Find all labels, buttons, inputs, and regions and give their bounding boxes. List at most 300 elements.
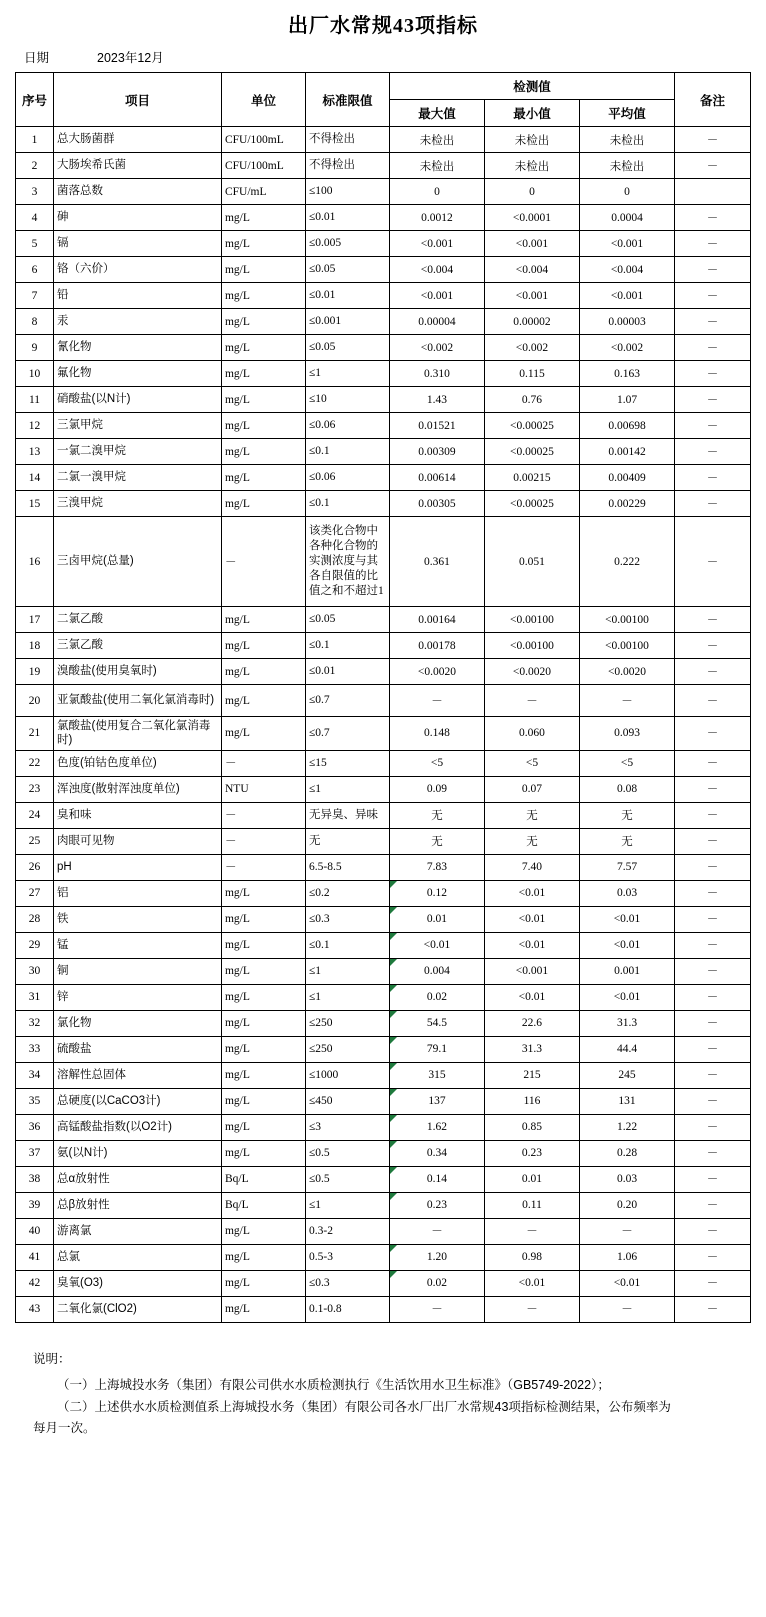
cell-min: 0.76 [484,387,579,413]
cell-item: 高锰酸盐指数(以O2计) [53,1114,221,1140]
cell-min: 0.051 [484,517,579,607]
cell-no: 25 [15,828,53,854]
date-value: 2023年12月 [97,51,164,65]
cell-avg: 0 [579,179,674,205]
cell-max: <0.001 [389,231,484,257]
cell-max: 1.62 [389,1114,484,1140]
cell-max: 0.00614 [389,465,484,491]
cell-avg: 0.00409 [579,465,674,491]
cell-min: 0.85 [484,1114,579,1140]
cell-min: 0.98 [484,1244,579,1270]
cell-unit: mg/L [221,491,305,517]
cell-min: 0 [484,179,579,205]
cell-item: 肉眼可见物 [53,828,221,854]
cell-avg: 1.22 [579,1114,674,1140]
cell-min: 7.40 [484,854,579,880]
cell-remark: － [675,283,751,309]
cell-unit: CFU/100mL [221,153,305,179]
cell-item: 溶解性总固体 [53,1062,221,1088]
cell-max: <0.01 [389,932,484,958]
cell-limit: ≤250 [305,1010,389,1036]
cell-remark: － [675,309,751,335]
cell-avg: － [579,1296,674,1322]
table-row [15,802,750,828]
table-row [15,1270,750,1296]
page-title: 出厂水常规43项指标 [288,15,478,37]
cell-max: 1.43 [389,387,484,413]
cell-item: 铝 [53,880,221,906]
header-detect-group: 检测值 [389,73,674,100]
cell-unit: mg/L [221,1296,305,1322]
cell-no: 22 [15,750,53,776]
cell-no: 18 [15,633,53,659]
cell-max: 0.00309 [389,439,484,465]
cell-remark: － [675,127,751,153]
cell-limit: ≤0.5 [305,1166,389,1192]
cell-remark: － [675,750,751,776]
table-row [15,984,750,1010]
cell-min: － [484,1296,579,1322]
cell-remark: － [675,1036,751,1062]
cell-unit: mg/L [221,231,305,257]
cell-item: 二氧化氯(ClO2) [53,1296,221,1322]
cell-avg: <0.01 [579,906,674,932]
cell-no: 6 [15,257,53,283]
cell-limit: ≤1 [305,1192,389,1218]
cell-unit: － [221,828,305,854]
cell-remark: － [675,1270,751,1296]
cell-max: 0.14 [389,1166,484,1192]
cell-max: 0.23 [389,1192,484,1218]
cell-remark: － [675,335,751,361]
table-row [15,717,750,751]
cell-max: 0.00004 [389,309,484,335]
cell-avg: 0.163 [579,361,674,387]
table-row [15,633,750,659]
table-row [15,932,750,958]
cell-no: 9 [15,335,53,361]
cell-no: 38 [15,1166,53,1192]
cell-no: 8 [15,309,53,335]
cell-no: 1 [15,127,53,153]
cell-item: 亚氯酸盐(使用二氧化氯消毒时) [53,685,221,717]
cell-remark: － [675,633,751,659]
cell-min: － [484,685,579,717]
notes-line-1: （一）上海城投水务（集团）有限公司供水水质检测执行《生活饮用水卫生标准》（GB5749-2022）； [57,1377,610,1392]
cell-avg: 131 [579,1088,674,1114]
cell-unit: CFU/100mL [221,127,305,153]
cell-max: 315 [389,1062,484,1088]
cell-no: 26 [15,854,53,880]
cell-avg: 无 [579,828,674,854]
cell-no: 10 [15,361,53,387]
cell-no: 21 [15,717,53,751]
cell-item: 色度(铂钴色度单位) [53,750,221,776]
notes-line-2: （二）上述供水水质检测值系上海城投水务（集团）有限公司各水厂出厂水常规43项指标检测结果，公布频率为 [57,1399,671,1414]
table-row [15,828,750,854]
cell-unit: mg/L [221,932,305,958]
cell-avg: 44.4 [579,1036,674,1062]
table-head [15,73,750,127]
cell-min: 无 [484,828,579,854]
cell-remark: － [675,1192,751,1218]
cell-remark: － [675,607,751,633]
cell-min: 0.115 [484,361,579,387]
cell-item: 三氯乙酸 [53,633,221,659]
cell-no: 4 [15,205,53,231]
cell-avg: － [579,685,674,717]
cell-max: 未检出 [389,127,484,153]
cell-avg: 0.001 [579,958,674,984]
cell-no: 42 [15,1270,53,1296]
cell-item: 砷 [53,205,221,231]
cell-no: 14 [15,465,53,491]
cell-min: <0.00025 [484,439,579,465]
cell-item: 汞 [53,309,221,335]
table-row [15,153,750,179]
cell-item: 一氯二溴甲烷 [53,439,221,465]
cell-remark: － [675,906,751,932]
cell-limit: ≤0.1 [305,439,389,465]
cell-limit: ≤1 [305,361,389,387]
cell-remark: － [675,439,751,465]
cell-remark: － [675,491,751,517]
table-row [15,1062,750,1088]
cell-unit: mg/L [221,906,305,932]
cell-limit: ≤100 [305,179,389,205]
cell-max: <0.004 [389,257,484,283]
cell-remark: － [675,717,751,751]
cell-no: 13 [15,439,53,465]
table-row [15,854,750,880]
cell-item: 菌落总数 [53,179,221,205]
cell-no: 30 [15,958,53,984]
cell-remark: － [675,205,751,231]
cell-limit: ≤0.1 [305,932,389,958]
cell-limit: 0.5-3 [305,1244,389,1270]
cell-remark: － [675,231,751,257]
cell-unit: mg/L [221,1036,305,1062]
cell-avg: <0.004 [579,257,674,283]
cell-avg: 0.20 [579,1192,674,1218]
cell-no: 43 [15,1296,53,1322]
cell-item: pH [53,854,221,880]
cell-no: 5 [15,231,53,257]
table-row [15,517,750,607]
cell-remark: － [675,854,751,880]
cell-max: 7.83 [389,854,484,880]
cell-no: 12 [15,413,53,439]
cell-no: 29 [15,932,53,958]
cell-limit: ≤0.05 [305,335,389,361]
cell-item: 总β放射性 [53,1192,221,1218]
cell-avg: <0.01 [579,1270,674,1296]
table-row [15,257,750,283]
cell-unit: mg/L [221,1088,305,1114]
cell-limit: ≤0.01 [305,659,389,685]
cell-unit: mg/L [221,1270,305,1296]
cell-item: 铅 [53,283,221,309]
cell-avg: <0.01 [579,984,674,1010]
cell-unit: mg/L [221,1244,305,1270]
cell-item: 臭氧(O3) [53,1270,221,1296]
cell-limit: ≤1 [305,984,389,1010]
cell-avg: 0.0004 [579,205,674,231]
cell-limit: ≤0.001 [305,309,389,335]
cell-max: 0.02 [389,984,484,1010]
bottom-spacer [0,1440,766,1480]
cell-min: <0.0001 [484,205,579,231]
cell-limit: ≤3 [305,1114,389,1140]
cell-avg: <0.001 [579,283,674,309]
cell-min: <0.01 [484,984,579,1010]
cell-unit: mg/L [221,439,305,465]
cell-min: 0.060 [484,717,579,751]
cell-min: <0.00100 [484,607,579,633]
table-row [15,1244,750,1270]
table-row [15,750,750,776]
cell-unit: NTU [221,776,305,802]
table-row [15,1140,750,1166]
table-row [15,659,750,685]
cell-limit: 无异臭、异味 [305,802,389,828]
cell-avg: 7.57 [579,854,674,880]
table-row [15,309,750,335]
cell-remark [675,179,751,205]
cell-min: 未检出 [484,153,579,179]
table-row [15,958,750,984]
cell-avg: 0.00698 [579,413,674,439]
cell-limit: ≤0.06 [305,413,389,439]
cell-item: 总大肠菌群 [53,127,221,153]
cell-limit: ≤0.5 [305,1140,389,1166]
cell-avg: 未检出 [579,153,674,179]
cell-unit: mg/L [221,1114,305,1140]
cell-max: 无 [389,802,484,828]
cell-item: 大肠埃希氏菌 [53,153,221,179]
header-remark: 备注 [675,73,751,127]
cell-min: 未检出 [484,127,579,153]
table-row [15,776,750,802]
cell-unit: mg/L [221,413,305,439]
cell-no: 31 [15,984,53,1010]
cell-unit: mg/L [221,1010,305,1036]
cell-unit: CFU/mL [221,179,305,205]
cell-avg: <0.00100 [579,633,674,659]
cell-min: <0.0020 [484,659,579,685]
cell-remark: － [675,1166,751,1192]
cell-no: 41 [15,1244,53,1270]
table-row [15,1010,750,1036]
table-row [15,413,750,439]
cell-max: 0.361 [389,517,484,607]
cell-max: 未检出 [389,153,484,179]
cell-min: <0.001 [484,958,579,984]
cell-max: <0.001 [389,283,484,309]
cell-min: <0.00025 [484,491,579,517]
cell-item: 总氯 [53,1244,221,1270]
table-row [15,127,750,153]
cell-unit: mg/L [221,633,305,659]
cell-unit: mg/L [221,1140,305,1166]
cell-unit: － [221,750,305,776]
cell-max: 0.09 [389,776,484,802]
cell-limit: ≤0.7 [305,717,389,751]
cell-no: 27 [15,880,53,906]
header-min: 最小值 [484,100,579,127]
cell-avg: 0.00229 [579,491,674,517]
cell-min: <0.004 [484,257,579,283]
cell-unit: mg/L [221,880,305,906]
cell-unit: mg/L [221,257,305,283]
cell-limit: 无 [305,828,389,854]
header-no: 序号 [15,73,53,127]
cell-avg: 245 [579,1062,674,1088]
cell-limit: ≤0.1 [305,633,389,659]
cell-max: 1.20 [389,1244,484,1270]
cell-min: 无 [484,802,579,828]
cell-no: 2 [15,153,53,179]
table-row [15,231,750,257]
cell-max: 0.310 [389,361,484,387]
header-avg: 平均值 [579,100,674,127]
cell-max: 0.00178 [389,633,484,659]
cell-avg: 1.07 [579,387,674,413]
cell-max: 79.1 [389,1036,484,1062]
cell-remark: － [675,659,751,685]
cell-limit: ≤10 [305,387,389,413]
cell-min: 0.01 [484,1166,579,1192]
cell-min: <0.002 [484,335,579,361]
header-item: 项目 [53,73,221,127]
cell-item: 游离氯 [53,1218,221,1244]
cell-remark: － [675,984,751,1010]
cell-limit: ≤1 [305,958,389,984]
cell-unit: － [221,517,305,607]
cell-limit: ≤0.005 [305,231,389,257]
cell-item: 氨(以N计) [53,1140,221,1166]
cell-limit: ≤0.05 [305,257,389,283]
cell-max: 0.01521 [389,413,484,439]
cell-no: 36 [15,1114,53,1140]
cell-limit: 不得检出 [305,127,389,153]
cell-max: <0.0020 [389,659,484,685]
cell-item: 硫酸盐 [53,1036,221,1062]
cell-max: 0.00164 [389,607,484,633]
table-row [15,1166,750,1192]
cell-unit: mg/L [221,1062,305,1088]
cell-item: 镉 [53,231,221,257]
table-row [15,439,750,465]
cell-no: 40 [15,1218,53,1244]
table-row [15,335,750,361]
cell-max: 0.12 [389,880,484,906]
cell-remark: － [675,1140,751,1166]
cell-max: 54.5 [389,1010,484,1036]
cell-max: 0.01 [389,906,484,932]
cell-min: 0.00002 [484,309,579,335]
cell-item: 三溴甲烷 [53,491,221,517]
table-row [15,1114,750,1140]
cell-unit: mg/L [221,335,305,361]
cell-limit: ≤0.7 [305,685,389,717]
cell-unit: mg/L [221,984,305,1010]
notes-title: 说明： [33,1351,71,1366]
cell-limit: 该类化合物中各种化合物的实测浓度与其各自限值的比值之和不超过1 [305,517,389,607]
cell-min: 0.11 [484,1192,579,1218]
table-row [15,205,750,231]
cell-item: 溴酸盐(使用臭氧时) [53,659,221,685]
cell-item: 总α放射性 [53,1166,221,1192]
cell-max: 137 [389,1088,484,1114]
cell-remark: － [675,153,751,179]
cell-no: 11 [15,387,53,413]
cell-remark: － [675,776,751,802]
cell-max: 0.34 [389,1140,484,1166]
cell-no: 15 [15,491,53,517]
cell-remark: － [675,880,751,906]
cell-unit: mg/L [221,309,305,335]
cell-remark: － [675,1062,751,1088]
cell-unit: － [221,802,305,828]
cell-avg: － [579,1218,674,1244]
cell-unit: mg/L [221,283,305,309]
cell-item: 锌 [53,984,221,1010]
cell-avg: 0.093 [579,717,674,751]
cell-no: 23 [15,776,53,802]
cell-no: 34 [15,1062,53,1088]
cell-avg: <0.00100 [579,607,674,633]
table-row [15,361,750,387]
table-row [15,906,750,932]
cell-limit: 0.1-0.8 [305,1296,389,1322]
cell-avg: 未检出 [579,127,674,153]
cell-max: 0 [389,179,484,205]
cell-avg: 0.28 [579,1140,674,1166]
cell-min: <0.001 [484,231,579,257]
cell-min: <5 [484,750,579,776]
cell-remark: － [675,257,751,283]
cell-item: 总硬度(以CaCO3计) [53,1088,221,1114]
cell-remark: － [675,1114,751,1140]
cell-remark: － [675,387,751,413]
cell-unit: Bq/L [221,1166,305,1192]
cell-avg: <0.002 [579,335,674,361]
table-row [15,880,750,906]
cell-no: 7 [15,283,53,309]
cell-limit: ≤0.05 [305,607,389,633]
cell-avg: <0.0020 [579,659,674,685]
notes-block [23,1323,743,1441]
cell-avg: 0.08 [579,776,674,802]
cell-item: 铬（六价） [53,257,221,283]
cell-unit: mg/L [221,717,305,751]
cell-unit: mg/L [221,205,305,231]
cell-avg: <0.001 [579,231,674,257]
cell-max: 0.00305 [389,491,484,517]
cell-limit: ≤15 [305,750,389,776]
cell-min: 31.3 [484,1036,579,1062]
table-row [15,1296,750,1322]
cell-remark: － [675,1296,751,1322]
cell-min: 215 [484,1062,579,1088]
cell-remark: － [675,413,751,439]
cell-item: 氟化物 [53,361,221,387]
cell-limit: ≤0.01 [305,283,389,309]
cell-limit: ≤1 [305,776,389,802]
table-body [15,127,750,1323]
cell-max: <0.002 [389,335,484,361]
